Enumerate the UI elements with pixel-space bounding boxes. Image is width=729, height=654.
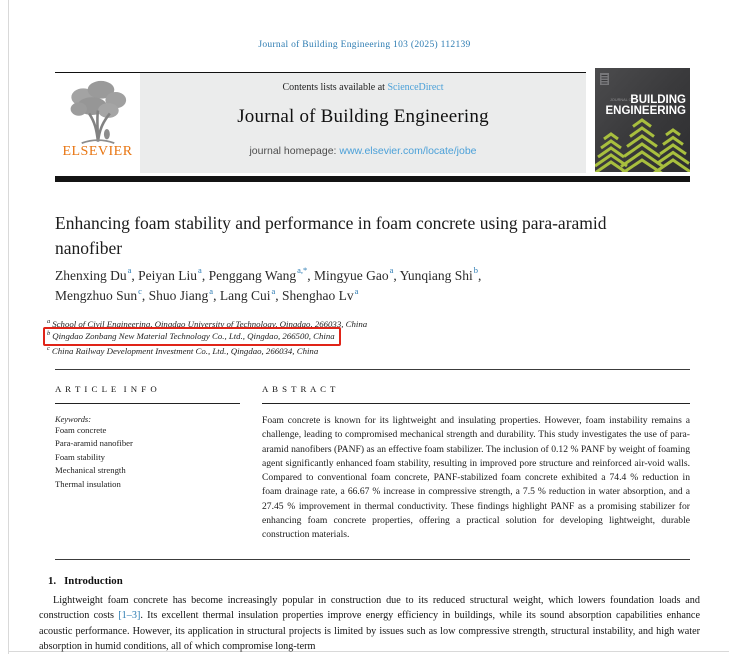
author-affiliation-link[interactable]: a,* <box>297 265 308 275</box>
intro-text-after-citation: . Its excellent thermal insulation properties improve energy efficiency in buildings, while its sound absorption capabilities enhance acoustic performance. However, its application in structural projects is limited by issues such as low compressive strength, structural instability, and high water absorption in humid conditions, all of which compromise long-term <box>39 610 700 652</box>
contents-prefix: Contents lists available at <box>282 82 388 93</box>
author-affiliation-link[interactable]: a <box>198 265 202 275</box>
affiliation-b <box>47 330 667 343</box>
author: Mingyue Gao$^a$, <box>314 265 400 283</box>
keyword-item: Foam concrete <box>55 425 107 435</box>
journal-banner <box>140 73 586 173</box>
author-list <box>55 265 685 307</box>
keyword-item: Mechanical strength <box>55 465 126 476</box>
keyword-item: Para-aramid nanofiber <box>55 438 133 449</box>
author: Lang Cui$^a$, <box>219 285 282 304</box>
section-title: Introduction <box>64 575 123 587</box>
author: Yunqiang Shi$^b$, <box>399 265 482 283</box>
journal-header <box>55 72 586 173</box>
affiliation-list <box>47 317 667 357</box>
rule-below-abstract <box>55 559 690 560</box>
author: Mengzhuo Sun$^c$, <box>55 285 149 304</box>
author: Peiyan Liu$^a$, <box>138 265 209 283</box>
section-number: 1. <box>48 575 57 587</box>
author-affiliation-link[interactable]: a <box>389 265 394 275</box>
keyword-item: Thermal insulation <box>55 478 121 489</box>
intro-text-before-citation: Lightweight foam concrete has become increasingly popular in construction due to its reduced structural weight, which lowers foundation loads and construction costs <box>39 595 700 622</box>
cover-title-line1: BUILDING <box>630 94 686 106</box>
homepage-prefix: journal homepage: <box>249 145 340 157</box>
author-affiliation-link[interactable]: a <box>209 285 214 296</box>
author-affiliation-link[interactable]: a <box>354 285 359 296</box>
author-affiliation-link[interactable]: c <box>138 285 142 296</box>
author-affiliation-link[interactable]: a <box>271 285 276 296</box>
article-title: Enhancing foam stability and performance in foam concrete using para-aramid nanofiber <box>55 213 607 258</box>
article-info-abstract-block <box>55 384 690 543</box>
elsevier-logo-text: ELSEVIER <box>62 144 133 159</box>
homepage-link[interactable]: www.elsevier.com/locate/jobe <box>339 145 477 157</box>
journal-cover-graphic <box>595 68 690 172</box>
article-info-column <box>55 384 240 543</box>
header-divider-bar <box>55 176 690 182</box>
cover-logo-mark <box>600 73 609 85</box>
abstract-header: A B S T R A C T <box>262 384 337 394</box>
cover-journal-of-text: JOURNAL OF <box>610 98 634 102</box>
introduction-paragraph <box>39 593 700 654</box>
keywords-label: Keywords: <box>55 415 91 424</box>
author-affiliation-link[interactable]: b <box>473 265 479 275</box>
article-info-header: A R T I C L E I N F O <box>55 384 158 394</box>
sciencedirect-link[interactable]: ScienceDirect <box>387 82 444 93</box>
author: Shuo Jiang$^a$, <box>148 285 220 304</box>
affiliation-a: $^a$ School of Civil Engineering, Qingdao University of Technology, Qingdao, 266033, China <box>47 318 368 329</box>
keyword-item: Foam stability <box>55 451 105 462</box>
journal-cover-image <box>595 68 690 172</box>
abstract-rule <box>262 403 690 404</box>
section-heading-introduction <box>48 575 123 587</box>
rule-above-article-info <box>55 369 690 370</box>
highlight-annotation-box: $^b$ Qingdao Zonbang New Material Technology Co., Ltd., Qingdao, 266500, China <box>43 327 341 345</box>
author: Penggang Wang$^{a,*}$, <box>208 265 314 283</box>
elsevier-logo[interactable] <box>55 73 140 173</box>
homepage-line <box>140 145 586 157</box>
elsevier-tree-icon <box>61 77 135 147</box>
author: Zhenxing Du$^a$, <box>55 265 139 283</box>
journal-citation-link[interactable]: Journal of Building Engineering 103 (2025) 112139 <box>258 40 471 50</box>
abstract-text: Foam concrete is known for its lightweight and insulating properties. However, foam instability remains a challenge, leading to compromised mechanical strength and durability. This study investigates the use of para-aramid nanofibers (PANF) as an effective foam stabilizer. The inclusion of 0.12 % PANF by weight of foaming agent significantly enhanced foam stability, resulting in improved pore structure and reinforced air-void walls. Compared to conventional foam concrete, PANF-stabilized foam concrete exhibited a 74.4 % reduction in foam drainage rate, a 66.67 % increase in compressive strength, a 7.5 % reduction in water absorption, and a 27.45 % improvement in thermal conductivity. These findings highlight PANF as a promising stabilizer for enhancing foam concrete properties, offering a practical solution for developing lightweight, durable construction materials. <box>262 415 690 541</box>
affiliation-c: $^c$ China Railway Development Investment Co., Ltd., Qingdao, 266034, China <box>47 344 319 356</box>
journal-title: Journal of Building Engineering <box>237 106 489 127</box>
article-info-rule <box>55 403 240 404</box>
author: Shenghao Lv$^a$ <box>281 285 359 304</box>
author-affiliation-link[interactable]: a <box>127 265 132 275</box>
page-edge-left <box>8 0 9 654</box>
contents-line <box>140 82 586 93</box>
cover-title-line2: ENGINEERING <box>605 105 686 117</box>
citation-link-1-3[interactable]: [1–3] <box>118 610 141 622</box>
abstract-column <box>262 384 690 543</box>
